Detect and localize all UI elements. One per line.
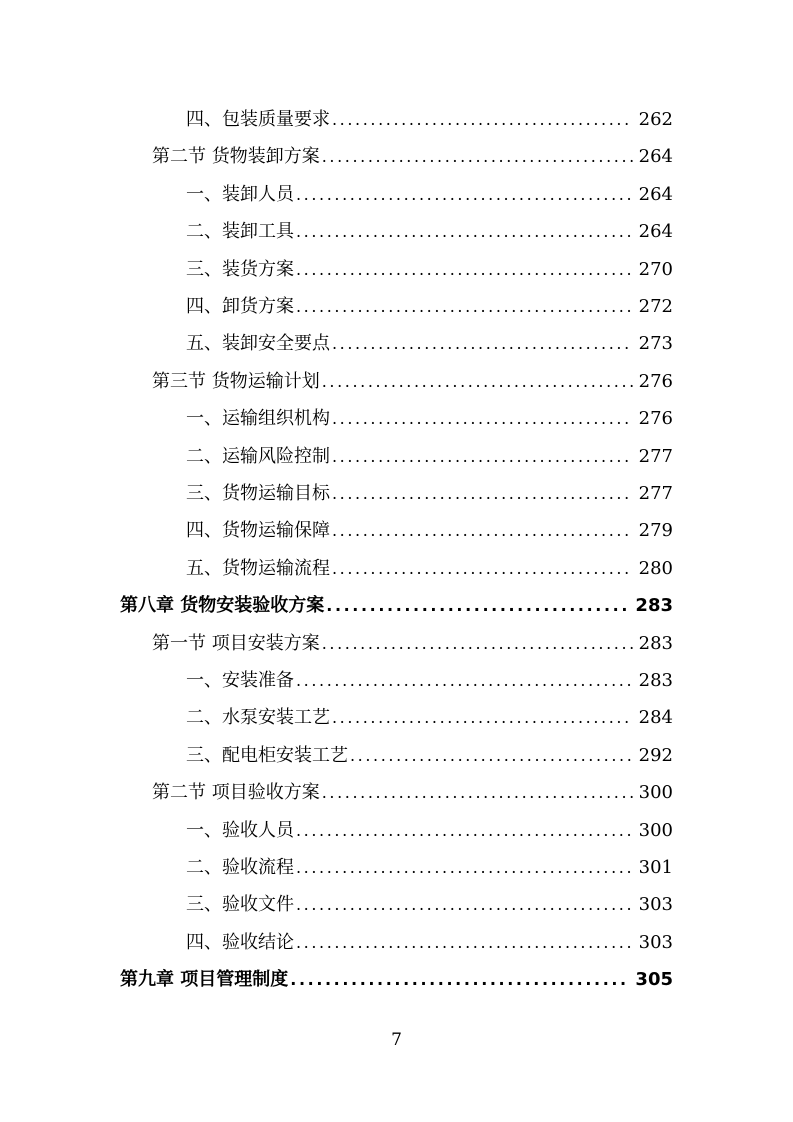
toc-entry-label: 三、货物运输目标: [186, 483, 330, 504]
toc-entry-label: 二、验收流程: [186, 857, 294, 878]
toc-entry-page-number: 292: [638, 744, 673, 766]
toc-entry-label: 第一节 项目安装方案: [152, 632, 320, 654]
toc-subsection-entry[interactable]: [186, 737, 673, 774]
toc-entry-page-number: 283: [638, 670, 673, 691]
toc-entry-label: 二、运输风险控制: [186, 445, 330, 467]
toc-subsection-entry[interactable]: [186, 213, 673, 250]
toc-entry-page-number: 276: [638, 408, 673, 430]
toc-entry-page-number: 264: [638, 221, 673, 243]
toc-subsection-entry[interactable]: [186, 550, 673, 587]
toc-subsection-entry[interactable]: [186, 101, 673, 138]
toc-entry-label: 一、运输组织机构: [186, 408, 330, 430]
toc-subsection-entry[interactable]: [186, 325, 673, 362]
toc-subsection-entry[interactable]: [186, 662, 673, 699]
toc-entry-page-number: 276: [638, 370, 673, 392]
toc-dot-leader: [332, 400, 633, 437]
toc-entry-page-number: 277: [638, 445, 673, 467]
toc-entry-page-number: 273: [638, 333, 673, 355]
toc-entry-label: 二、装卸工具: [186, 221, 294, 243]
toc-entry-page-number: 284: [638, 707, 673, 729]
toc-entry-label: 第二节 货物装卸方案: [152, 146, 320, 168]
toc-entry-label: 四、货物运输保障: [186, 520, 330, 542]
toc-dot-leader: [332, 512, 633, 549]
toc-dot-leader: [296, 176, 633, 213]
toc-entry-page-number: 270: [638, 258, 673, 280]
toc-entry-page-number: 300: [638, 782, 673, 804]
toc-entry-page-number: 303: [638, 894, 673, 916]
toc-dot-leader: [332, 101, 633, 138]
toc-entry-page-number: 301: [638, 857, 673, 878]
toc-subsection-entry[interactable]: [186, 475, 673, 512]
toc-dot-leader: [322, 774, 633, 811]
toc-entry-page-number: 300: [638, 819, 673, 841]
toc-entry-page-number: 264: [638, 183, 673, 205]
toc-entry-label: 五、装卸安全要点: [186, 333, 330, 355]
toc-entry-page-number: 264: [638, 146, 673, 168]
toc-entry-label: 一、装卸人员: [186, 183, 294, 205]
toc-subsection-entry[interactable]: [186, 699, 673, 736]
toc-entry-label: 五、货物运输流程: [186, 557, 330, 579]
toc-entry-label: 第八章 货物安装验收方案: [120, 595, 325, 617]
toc-entry-page-number: 279: [638, 520, 673, 542]
toc-entry-label: 三、验收文件: [186, 894, 294, 916]
toc-subsection-entry[interactable]: [186, 400, 673, 437]
toc-entry-page-number: 262: [638, 109, 673, 130]
toc-dot-leader: [332, 475, 633, 512]
toc-entry-label: 第二节 项目验收方案: [152, 782, 320, 804]
toc-entry-page-number: 280: [638, 557, 673, 579]
toc-entry-page-number: 283: [638, 632, 673, 654]
toc-subsection-entry[interactable]: [186, 288, 673, 325]
toc-dot-leader: [290, 961, 629, 998]
toc-dot-leader: [332, 550, 633, 587]
toc-entry-page-number: 303: [638, 931, 673, 953]
toc-dot-leader: [296, 886, 633, 923]
toc-entry-label: 三、配电柜安装工艺: [186, 744, 348, 766]
toc-entry-label: 一、安装准备: [186, 670, 294, 691]
toc-chapter-entry[interactable]: [120, 587, 673, 624]
toc-entry-label: 第三节 货物运输计划: [152, 370, 320, 392]
toc-dot-leader: [332, 699, 633, 736]
toc-section-entry[interactable]: [152, 363, 673, 400]
toc-subsection-entry[interactable]: [186, 438, 673, 475]
toc-section-entry[interactable]: [152, 138, 673, 175]
toc-entry-label: 二、水泵安装工艺: [186, 707, 330, 729]
toc-dot-leader: [296, 288, 633, 325]
toc-section-entry[interactable]: [152, 774, 673, 811]
toc-dot-leader: [350, 737, 633, 774]
toc-dot-leader: [296, 213, 633, 250]
page-number: 7: [391, 1030, 402, 1050]
toc-entry-label: 四、卸货方案: [186, 296, 294, 317]
toc-dot-leader: [296, 662, 633, 699]
toc-subsection-entry[interactable]: [186, 812, 673, 849]
toc-entry-page-number: 272: [638, 296, 673, 317]
toc-subsection-entry[interactable]: [186, 251, 673, 288]
toc-dot-leader: [332, 325, 633, 362]
toc-entry-page-number: 283: [635, 595, 673, 617]
toc-section-entry[interactable]: [152, 625, 673, 662]
toc-subsection-entry[interactable]: [186, 176, 673, 213]
toc-dot-leader: [322, 625, 633, 662]
toc-dot-leader: [322, 363, 633, 400]
toc-chapter-entry[interactable]: [120, 961, 673, 998]
toc-entry-label: 四、包装质量要求: [186, 109, 330, 130]
toc-dot-leader: [322, 138, 633, 175]
toc-dot-leader: [332, 438, 633, 475]
toc-entry-label: 一、验收人员: [186, 819, 294, 841]
toc-subsection-entry[interactable]: [186, 886, 673, 923]
toc-entry-page-number: 277: [638, 483, 673, 504]
toc-dot-leader: [296, 849, 633, 886]
toc-dot-leader: [296, 812, 633, 849]
toc-entry-label: 三、装货方案: [186, 258, 294, 280]
toc-entry-label: 四、验收结论: [186, 931, 294, 953]
toc-subsection-entry[interactable]: [186, 924, 673, 961]
toc-dot-leader: [326, 587, 629, 624]
toc-subsection-entry[interactable]: [186, 849, 673, 886]
toc-entry-label: 第九章 项目管理制度: [120, 969, 289, 991]
toc-subsection-entry[interactable]: [186, 512, 673, 549]
toc-entry-page-number: 305: [635, 969, 673, 991]
toc-dot-leader: [296, 924, 633, 961]
toc-dot-leader: [296, 251, 633, 288]
